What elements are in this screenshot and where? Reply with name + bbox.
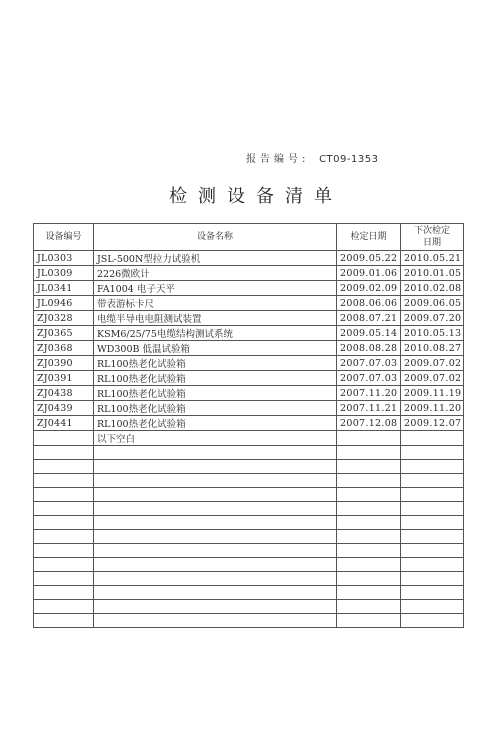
table-row — [34, 386, 464, 401]
table-row — [34, 530, 464, 544]
calibration-date-cell — [337, 544, 401, 558]
next-calibration-date-cell — [401, 431, 464, 446]
equipment-id-cell — [34, 558, 94, 572]
calibration-date-cell — [337, 614, 401, 628]
calibration-date-cell — [337, 431, 401, 446]
table-row — [34, 600, 464, 614]
equipment-id-cell — [34, 446, 94, 460]
equipment-name-cell: WD300B 低温试验箱 — [94, 341, 337, 356]
next-calibration-date-cell — [401, 586, 464, 600]
next-calibration-date-cell: 2009.12.07 — [401, 416, 464, 431]
next-calibration-date-cell — [401, 530, 464, 544]
equipment-id-cell: ZJ0439 — [34, 401, 94, 416]
header-equipment-name: 设备名称 — [94, 224, 337, 251]
table-row — [34, 586, 464, 600]
equipment-name-cell — [94, 488, 337, 502]
equipment-id-cell — [34, 544, 94, 558]
next-calibration-date-cell — [401, 614, 464, 628]
equipment-id-cell — [34, 516, 94, 530]
calibration-date-cell — [337, 516, 401, 530]
equipment-name-cell — [94, 530, 337, 544]
equipment-id-cell: ZJ0438 — [34, 386, 94, 401]
calibration-date-cell: 2009.05.14 — [337, 326, 401, 341]
table-row — [34, 431, 464, 446]
header-equipment-id: 设备编号 — [34, 224, 94, 251]
table-row — [34, 356, 464, 371]
calibration-date-cell — [337, 488, 401, 502]
next-calibration-date-cell — [401, 488, 464, 502]
calibration-date-cell: 2007.11.20 — [337, 386, 401, 401]
calibration-date-cell: 2008.07.21 — [337, 311, 401, 326]
calibration-date-cell: 2009.05.22 — [337, 251, 401, 266]
equipment-name-cell — [94, 544, 337, 558]
next-calibration-date-cell: 2010.02.08 — [401, 281, 464, 296]
equipment-name-cell: KSM6/25/75电缆结构测试系统 — [94, 326, 337, 341]
calibration-date-cell: 2009.01.06 — [337, 266, 401, 281]
table-row — [34, 502, 464, 516]
next-calibration-date-cell — [401, 544, 464, 558]
equipment-name-cell — [94, 586, 337, 600]
next-calibration-date-cell — [401, 474, 464, 488]
calibration-date-cell — [337, 600, 401, 614]
equipment-id-cell: ZJ0390 — [34, 356, 94, 371]
next-calibration-date-cell — [401, 460, 464, 474]
next-calibration-date-cell — [401, 446, 464, 460]
calibration-date-cell: 2007.07.03 — [337, 371, 401, 386]
next-calibration-date-cell — [401, 600, 464, 614]
calibration-date-cell: 2007.11.21 — [337, 401, 401, 416]
calibration-date-cell — [337, 446, 401, 460]
next-calibration-date-cell — [401, 516, 464, 530]
equipment-name-cell: RL100热老化试验箱 — [94, 416, 337, 431]
next-calibration-date-cell: 2010.01.05 — [401, 266, 464, 281]
table-row — [34, 281, 464, 296]
equipment-id-cell — [34, 614, 94, 628]
page-title: 检测设备清单 — [169, 186, 343, 207]
table-row — [34, 474, 464, 488]
next-calibration-date-cell: 2009.07.20 — [401, 311, 464, 326]
equipment-name-cell: RL100热老化试验箱 — [94, 401, 337, 416]
equipment-name-cell: RL100热老化试验箱 — [94, 386, 337, 401]
equipment-id-cell: ZJ0365 — [34, 326, 94, 341]
calibration-date-cell: 2008.08.28 — [337, 341, 401, 356]
header-next-calibration-line1: 下次检定 — [413, 226, 450, 236]
next-calibration-date-cell — [401, 572, 464, 586]
equipment-name-cell: 2226微欧计 — [94, 266, 337, 281]
equipment-id-cell — [34, 474, 94, 488]
equipment-id-cell — [34, 600, 94, 614]
equipment-id-cell: JL0946 — [34, 296, 94, 311]
calibration-date-cell: 2009.02.09 — [337, 281, 401, 296]
equipment-id-cell — [34, 502, 94, 516]
calibration-date-cell — [337, 572, 401, 586]
table-row — [34, 572, 464, 586]
equipment-name-cell — [94, 502, 337, 516]
table-row — [34, 614, 464, 628]
equipment-id-cell: ZJ0328 — [34, 311, 94, 326]
equipment-id-cell: ZJ0391 — [34, 371, 94, 386]
next-calibration-date-cell: 2009.11.19 — [401, 386, 464, 401]
equipment-id-cell — [34, 488, 94, 502]
calibration-date-cell — [337, 460, 401, 474]
table-row — [34, 251, 464, 266]
next-calibration-date-cell: 2009.11.20 — [401, 401, 464, 416]
report-number — [246, 150, 378, 165]
next-calibration-date-cell: 2009.07.02 — [401, 356, 464, 371]
equipment-id-cell: ZJ0441 — [34, 416, 94, 431]
header-calibration-date: 检定日期 — [337, 224, 401, 251]
equipment-name-cell — [94, 572, 337, 586]
equipment-name-cell: RL100热老化试验箱 — [94, 371, 337, 386]
table-row — [34, 446, 464, 460]
calibration-date-cell: 2007.12.08 — [337, 416, 401, 431]
table-row — [34, 341, 464, 356]
equipment-name-cell — [94, 600, 337, 614]
equipment-id-cell — [34, 460, 94, 474]
equipment-table — [33, 223, 464, 628]
next-calibration-date-cell — [401, 558, 464, 572]
calibration-date-cell — [337, 530, 401, 544]
calibration-date-cell — [337, 502, 401, 516]
equipment-name-cell: RL100热老化试验箱 — [94, 356, 337, 371]
table-header-row — [34, 224, 464, 251]
equipment-id-cell: JL0341 — [34, 281, 94, 296]
table-row — [34, 460, 464, 474]
equipment-id-cell: JL0309 — [34, 266, 94, 281]
next-calibration-date-cell: 2009.07.02 — [401, 371, 464, 386]
equipment-name-cell: FA1004 电子天平 — [94, 281, 337, 296]
table-row — [34, 544, 464, 558]
table-row — [34, 296, 464, 311]
calibration-date-cell — [337, 474, 401, 488]
equipment-name-cell: JSL-500N型拉力试验机 — [94, 251, 337, 266]
header-next-calibration-line2: 日期 — [422, 238, 441, 248]
equipment-name-cell — [94, 446, 337, 460]
report-number-value: CT09-1353 — [319, 154, 379, 165]
equipment-id-cell: JL0303 — [34, 251, 94, 266]
equipment-name-cell: 电缆半导电电阻测试装置 — [94, 311, 337, 326]
table-row — [34, 401, 464, 416]
next-calibration-date-cell — [401, 502, 464, 516]
table-row — [34, 371, 464, 386]
equipment-name-cell: 带表游标卡尺 — [94, 296, 337, 311]
equipment-name-cell — [94, 614, 337, 628]
table-row — [34, 516, 464, 530]
next-calibration-date-cell: 2010.08.27 — [401, 341, 464, 356]
table-row — [34, 266, 464, 281]
next-calibration-date-cell: 2009.06.05 — [401, 296, 464, 311]
equipment-name-cell — [94, 516, 337, 530]
equipment-id-cell — [34, 586, 94, 600]
equipment-id-cell — [34, 431, 94, 446]
equipment-name-cell — [94, 460, 337, 474]
equipment-id-cell — [34, 530, 94, 544]
report-number-label: 报告编号: — [246, 154, 310, 165]
equipment-id-cell: ZJ0368 — [34, 341, 94, 356]
header-next-calibration-date — [401, 224, 464, 251]
table-row — [34, 416, 464, 431]
table-row — [34, 326, 464, 341]
calibration-date-cell — [337, 558, 401, 572]
table-row — [34, 488, 464, 502]
equipment-id-cell — [34, 572, 94, 586]
calibration-date-cell — [337, 586, 401, 600]
calibration-date-cell: 2007.07.03 — [337, 356, 401, 371]
table-row — [34, 311, 464, 326]
next-calibration-date-cell: 2010.05.21 — [401, 251, 464, 266]
equipment-name-cell — [94, 474, 337, 488]
next-calibration-date-cell: 2010.05.13 — [401, 326, 464, 341]
equipment-name-cell — [94, 558, 337, 572]
equipment-name-cell: 以下空白 — [94, 431, 337, 446]
table-row — [34, 558, 464, 572]
calibration-date-cell: 2008.06.06 — [337, 296, 401, 311]
